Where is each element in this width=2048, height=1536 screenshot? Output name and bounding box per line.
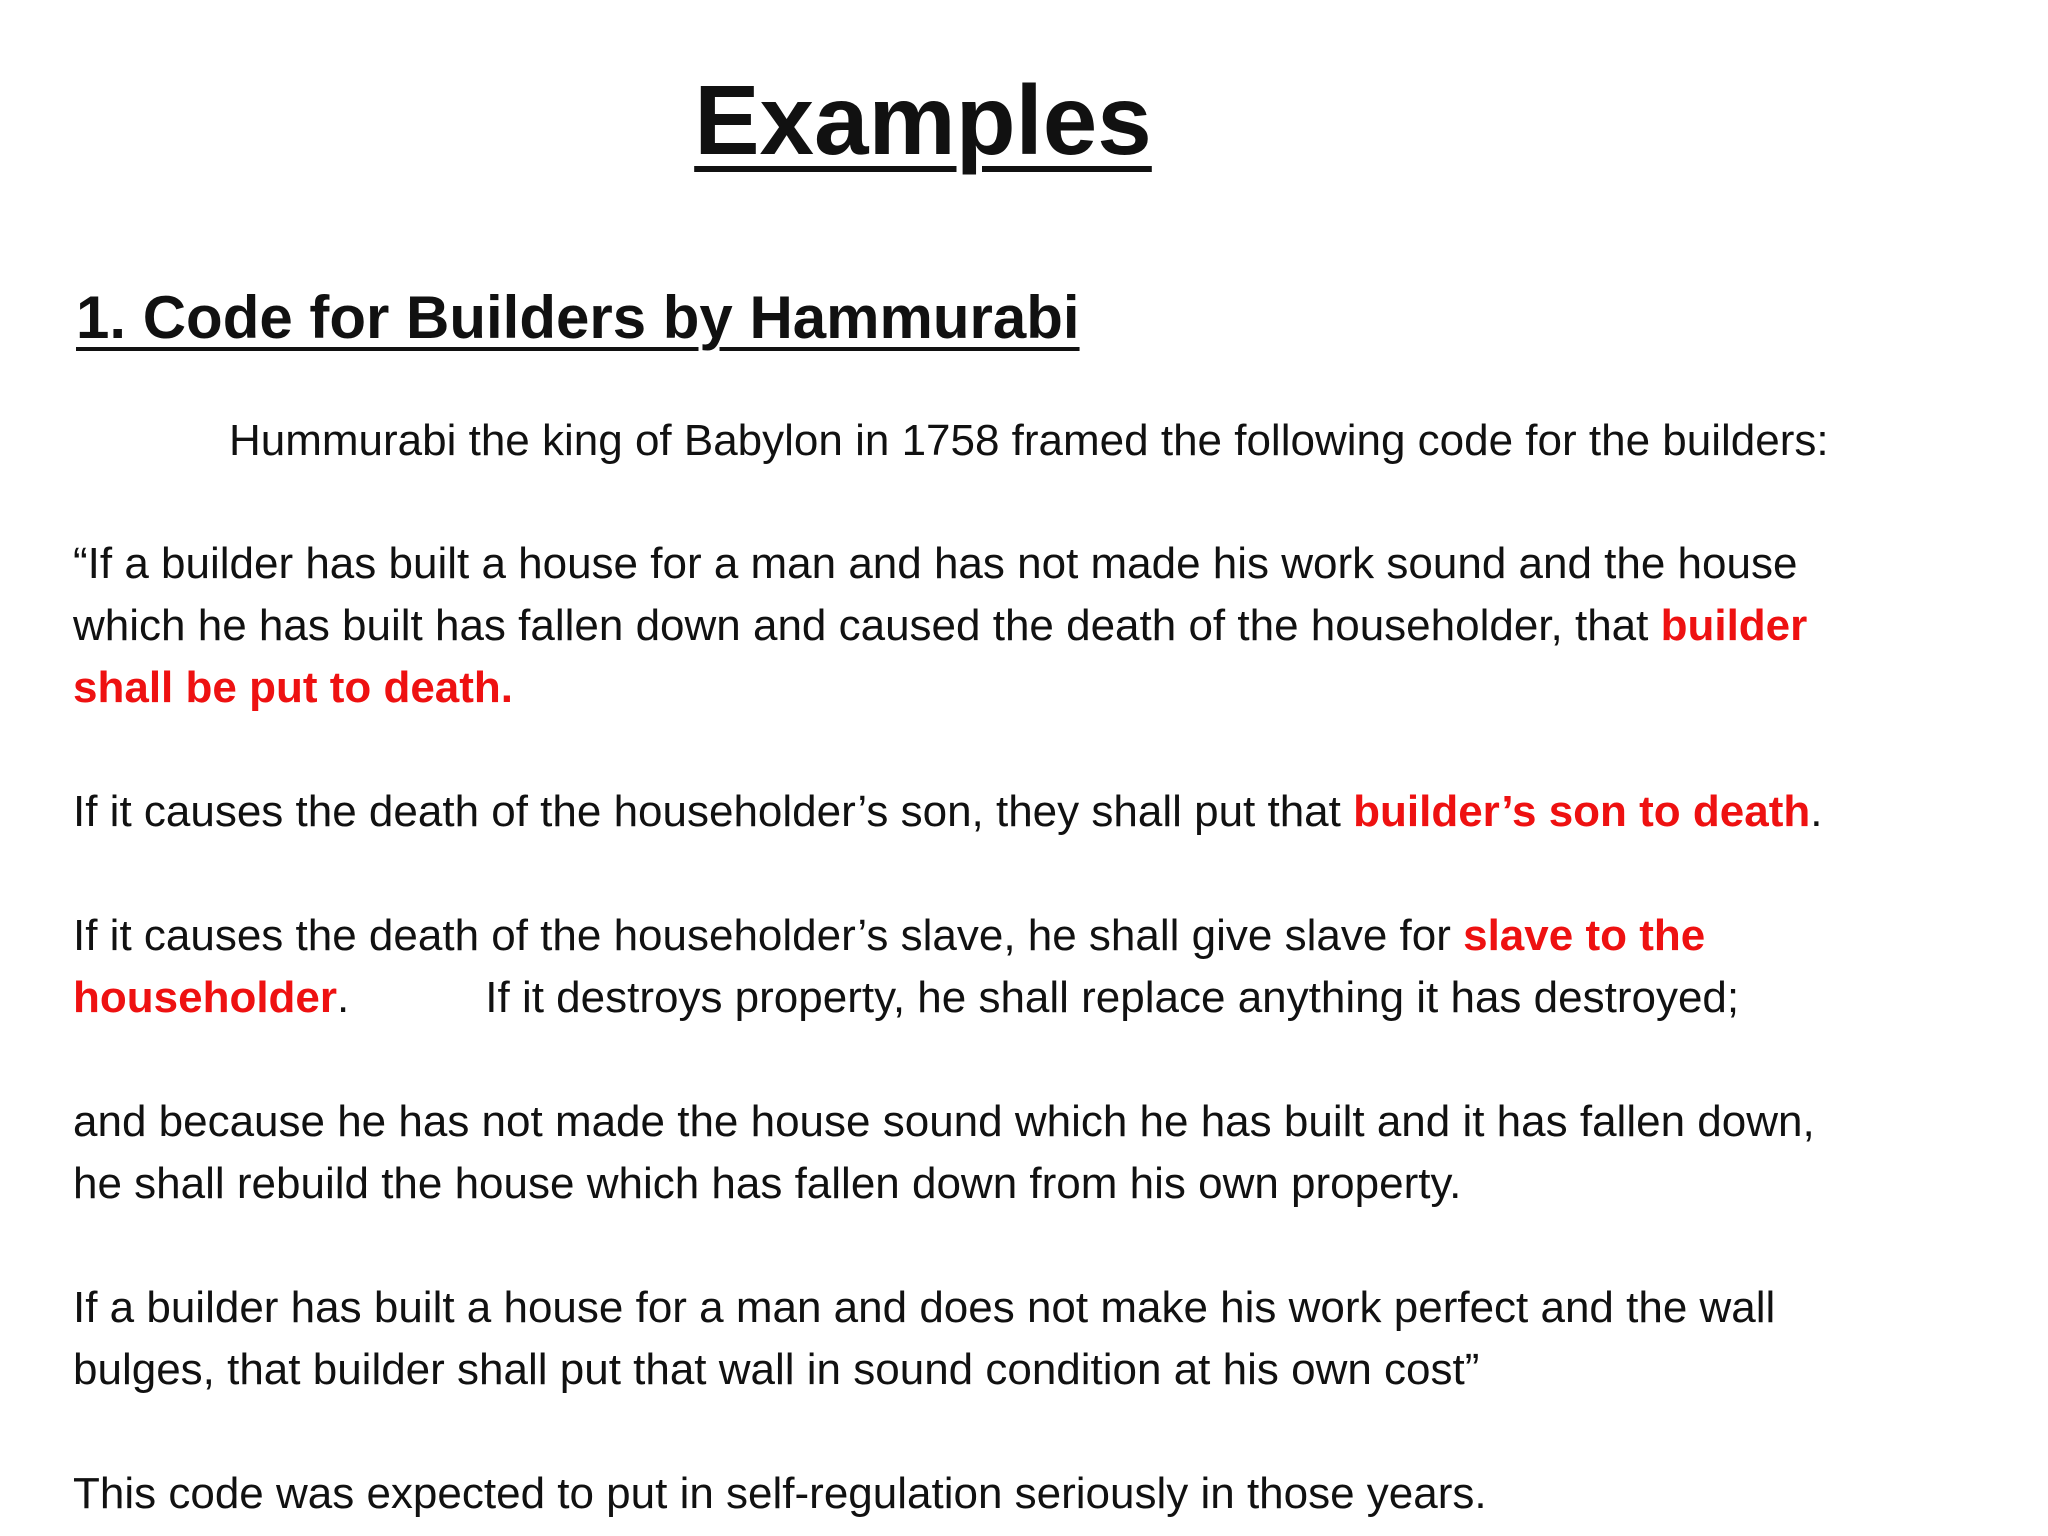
para3-highlight-slave: slave to the [1463, 911, 1706, 960]
conclusion-text: This code was expected to put in self-regulation seriously in those years. [73, 1469, 1487, 1518]
para1-line2-text: which he has built has fallen down and caused the death of the householder, that [73, 601, 1661, 650]
para2-end: . [1810, 787, 1823, 836]
para1-highlight-builder: builder [1660, 601, 1808, 650]
para1-line2 [73, 595, 1807, 657]
slide-title: Examples [694, 65, 1152, 175]
para2-text: If it causes the death of the householder’s son, they shall put that [73, 787, 1354, 836]
para2-line [73, 781, 1823, 843]
para3-highlight-householder: householder [73, 973, 338, 1022]
para3-line2 [73, 967, 1739, 1029]
para3-line1-text: If it causes the death of the householder’s slave, he shall give slave for [73, 911, 1464, 960]
para4-line2: he shall rebuild the house which has fallen down from his own property. [73, 1159, 1462, 1208]
section-heading: 1. Code for Builders by Hammurabi [76, 284, 1080, 351]
para1-highlight-death: shall be put to death. [73, 663, 514, 712]
para5-line1: If a builder has built a house for a man and does not make his work perfect and the wall [73, 1283, 1776, 1332]
para3-period: . [337, 973, 350, 1022]
para4-line1: and because he has not made the house sound which he has built and it has fallen down, [73, 1097, 1815, 1146]
para5-line2: bulges, that builder shall put that wall in sound condition at his own cost” [73, 1345, 1480, 1394]
para3-line1 [73, 905, 1705, 967]
para3-line2-text: If it destroys property, he shall replace anything it has destroyed; [485, 973, 1740, 1022]
para1-line1: “If a builder has built a house for a man and has not made his work sound and the house [73, 539, 1798, 588]
intro-text: Hummurabi the king of Babylon in 1758 framed the following code for the builders: [229, 416, 1829, 465]
para2-highlight: builder’s son to death [1353, 787, 1811, 836]
